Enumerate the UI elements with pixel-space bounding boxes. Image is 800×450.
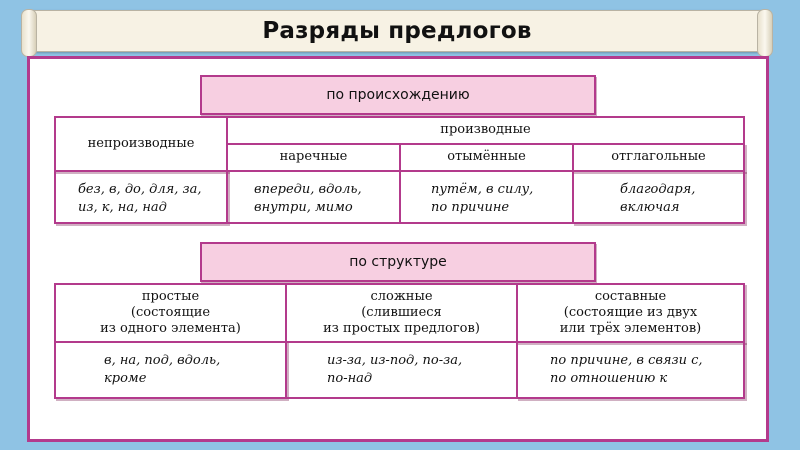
example-line: включая — [620, 199, 680, 215]
verbal-header — [572, 143, 745, 172]
non-derived-header — [54, 116, 228, 172]
derived-header — [226, 116, 745, 145]
simple-label: простые — [141, 288, 200, 304]
non-derived-examples — [54, 170, 228, 224]
example-line: внутри, мимо — [254, 199, 353, 215]
example-line: по-над — [327, 370, 373, 386]
example-line: из, к, на, над — [78, 199, 167, 215]
structure-header — [200, 242, 596, 282]
complex-examples — [285, 341, 518, 399]
example-line: без, в, до, для, за, — [78, 182, 202, 197]
origin-header — [200, 75, 596, 115]
example-line: путём, в силу, — [431, 182, 534, 197]
non-derived-label: непроизводные — [87, 135, 195, 151]
example-line: впереди, вдоль, — [254, 182, 362, 197]
derived-label: производные — [440, 122, 531, 138]
page-title: Разряды предлогов — [262, 18, 532, 44]
title-banner — [28, 10, 766, 52]
simple-header — [54, 283, 287, 343]
compound-examples — [516, 341, 745, 399]
example-line: в, на, под, вдоль, — [104, 353, 221, 368]
compound-desc-line: или трёх элементов) — [559, 321, 702, 337]
compound-label: составные — [594, 288, 667, 304]
complex-desc-line: (слившиеся — [361, 304, 442, 320]
simple-desc-line: из одного элемента) — [100, 321, 241, 337]
verbal-examples — [572, 170, 745, 224]
example-line: по причине — [431, 199, 510, 215]
compound-desc-line: (состоящие из двух — [563, 304, 698, 320]
scroll-curl-right — [757, 9, 773, 57]
simple-examples — [54, 341, 287, 399]
example-line: благодаря, — [620, 182, 696, 197]
example-line: кроме — [104, 370, 147, 386]
nominal-examples — [399, 170, 574, 224]
structure-header-label: по структуре — [349, 254, 447, 270]
simple-desc-line: (состоящие — [130, 304, 211, 320]
origin-header-label: по происхождению — [326, 87, 470, 103]
adverbial-header — [226, 143, 401, 172]
example-line: по причине, в связи с, — [550, 353, 703, 368]
complex-header — [285, 283, 518, 343]
example-line: по отношению к — [550, 370, 668, 386]
scroll-curl-left — [21, 9, 37, 57]
example-line: из-за, из-под, по-за, — [327, 353, 463, 368]
nominal-label: отымённые — [447, 149, 526, 165]
complex-desc-line: из простых предлогов) — [323, 321, 480, 337]
adverbial-label: наречные — [279, 149, 348, 165]
compound-header — [516, 283, 745, 343]
verbal-label: отглагольные — [611, 149, 706, 165]
adverbial-examples — [226, 170, 401, 224]
nominal-header — [399, 143, 574, 172]
complex-label: сложные — [370, 288, 433, 304]
